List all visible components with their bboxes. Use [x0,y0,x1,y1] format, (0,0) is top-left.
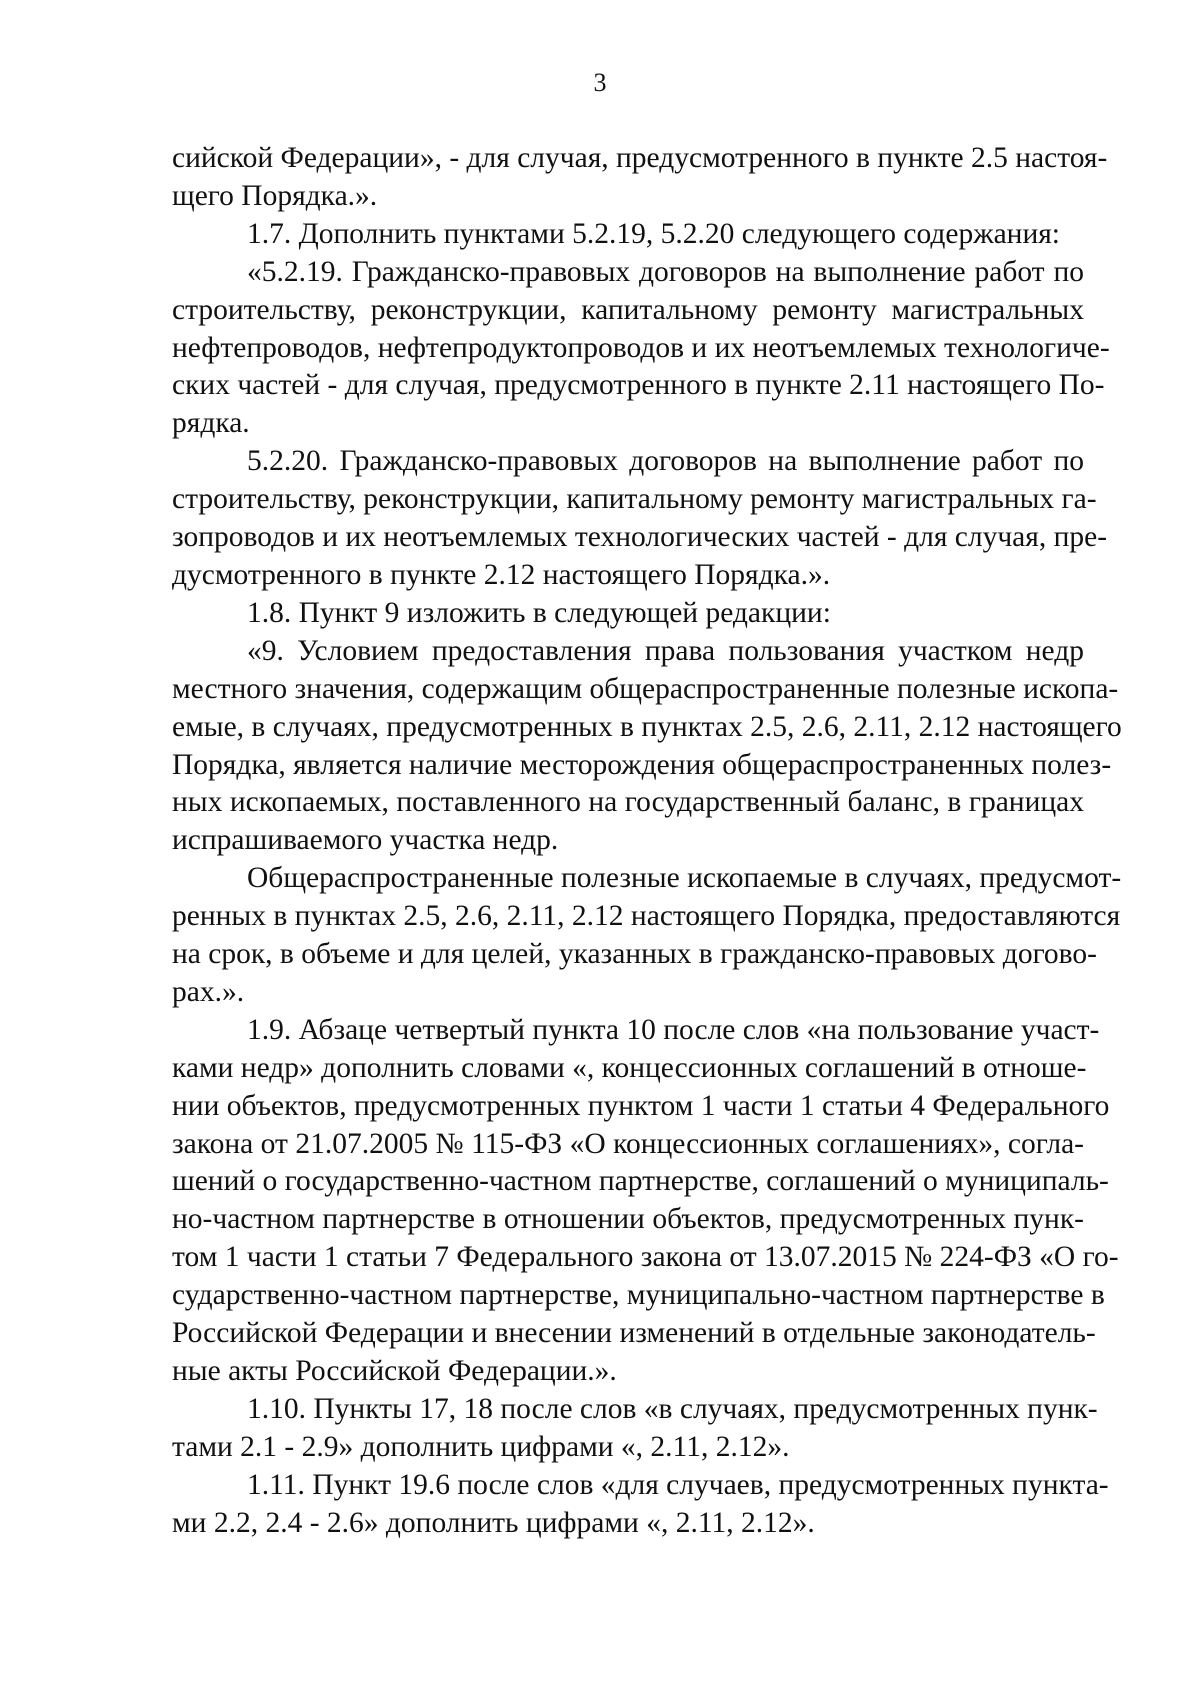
paragraph-9 [172,633,1122,860]
text-line: ных ископаемых, поставленного на государственный баланс, в границах [172,786,1084,819]
text-line: «9. Условием предоставления права пользования участком недр [247,634,1084,667]
text-line: на срок, в объеме и для целей, указанных в гражданско-правовых догово- [172,938,1097,971]
paragraph-1-8 [172,595,1084,633]
text-line: нии объектов, предусмотренных пунктом 1 части 1 статьи 4 Федерального [172,1089,1110,1122]
paragraph-1-7 [172,216,1084,254]
paragraph-5-2-20 [172,443,1108,595]
text-line: сийской Федерации», - для случая, предусмотренного в пункте 2.5 настоя- [172,142,1108,174]
text-line: ные акты Российской Федерации.». [172,1355,617,1387]
text-line: ренных в пунктах 2.5, 2.6, 2.11, 2.12 настоящего Порядка, предоставляются [172,900,1121,933]
text-line: зопроводов и их неотъемлемых технологических частей - для случая, пре- [172,521,1108,554]
paragraph-1-10 [172,1391,1098,1467]
paragraph-1-9 [172,1012,1119,1391]
text-line: рядка. [172,407,250,440]
text-line: Общераспространенные полезные ископаемые в случаях, предусмот- [247,862,1122,895]
text-line: Порядка, является наличие месторождения общераспространенных полез- [172,748,1112,781]
paragraph-federation-continuation [172,140,1108,216]
text-line: том 1 части 1 статьи 7 Федерального закона от 13.07.2015 № 224-ФЗ «О го- [172,1241,1119,1274]
text-line: «5.2.19. Гражданско-правовых договоров на выполнение работ по [247,255,1084,288]
text-line: 5.2.20. Гражданско-правовых договоров на выполнение работ по [247,445,1084,478]
text-line: шений о государственно-частном партнерстве, соглашений о муниципаль- [172,1165,1109,1198]
text-line: нефтепроводов, нефтепродуктопроводов и их неотъемлемых технологиче- [172,331,1110,364]
text-line: 1.8. Пункт 9 изложить в следующей редакции: [247,596,831,629]
text-line: ских частей - для случая, предусмотренного в пункте 2.11 настоящего По- [172,369,1105,402]
text-line: строительству, реконструкции, капитальному ремонту магистральных [172,293,1084,326]
text-line: местного значения, содержащим общераспространенные полезные ископа- [172,672,1119,705]
text-line: 1.9. Абзаце четвертый пункта 10 после слов «на пользование участ- [247,1013,1100,1046]
text-line: испрашиваемого участка недр. [172,824,559,857]
text-line: 1.10. Пункты 17, 18 после слов «в случаях, предусмотренных пунк- [247,1392,1098,1425]
text-line: сударственно-частном партнерстве, муниципально-частном партнерстве в [172,1279,1105,1312]
page-number: 3 [593,68,607,97]
text-line: Российской Федерации и внесении изменений в отдельные законодатель- [172,1317,1096,1350]
text-line: тами 2.1 - 2.9» дополнить цифрами «, 2.11, 2.12». [172,1430,790,1463]
text-line: 1.7. Дополнить пунктами 5.2.19, 5.2.20 следующего содержания: [247,217,1061,250]
document-body [172,140,1122,1543]
text-line: закона от 21.07.2005 № 115-ФЗ «О концессионных соглашениях», согла- [172,1127,1084,1160]
text-line: но-частном партнерстве в отношении объектов, предусмотренных пунк- [172,1203,1084,1236]
text-line: ми 2.2, 2.4 - 2.6» дополнить цифрами «, 2.11, 2.12». [172,1506,815,1539]
text-line: щего Порядка.». [172,179,378,212]
paragraph-5-2-19 [172,254,1110,444]
text-line: рах.». [172,975,245,1008]
text-line: дусмотренного в пункте 2.12 настоящего Порядка.». [172,558,831,591]
paragraph-minerals [172,860,1122,1012]
paragraph-1-11 [172,1467,1109,1543]
text-line: 1.11. Пункт 19.6 после слов «для случаев, предусмотренных пункта- [247,1468,1109,1501]
text-line: емые, в случаях, предусмотренных в пунктах 2.5, 2.6, 2.11, 2.12 настоящего [172,710,1122,743]
text-line: ками недр» дополнить словами «, концессионных соглашений в отноше- [172,1051,1087,1084]
text-line: строительству, реконструкции, капитальному ремонту магистральных га- [172,483,1097,516]
